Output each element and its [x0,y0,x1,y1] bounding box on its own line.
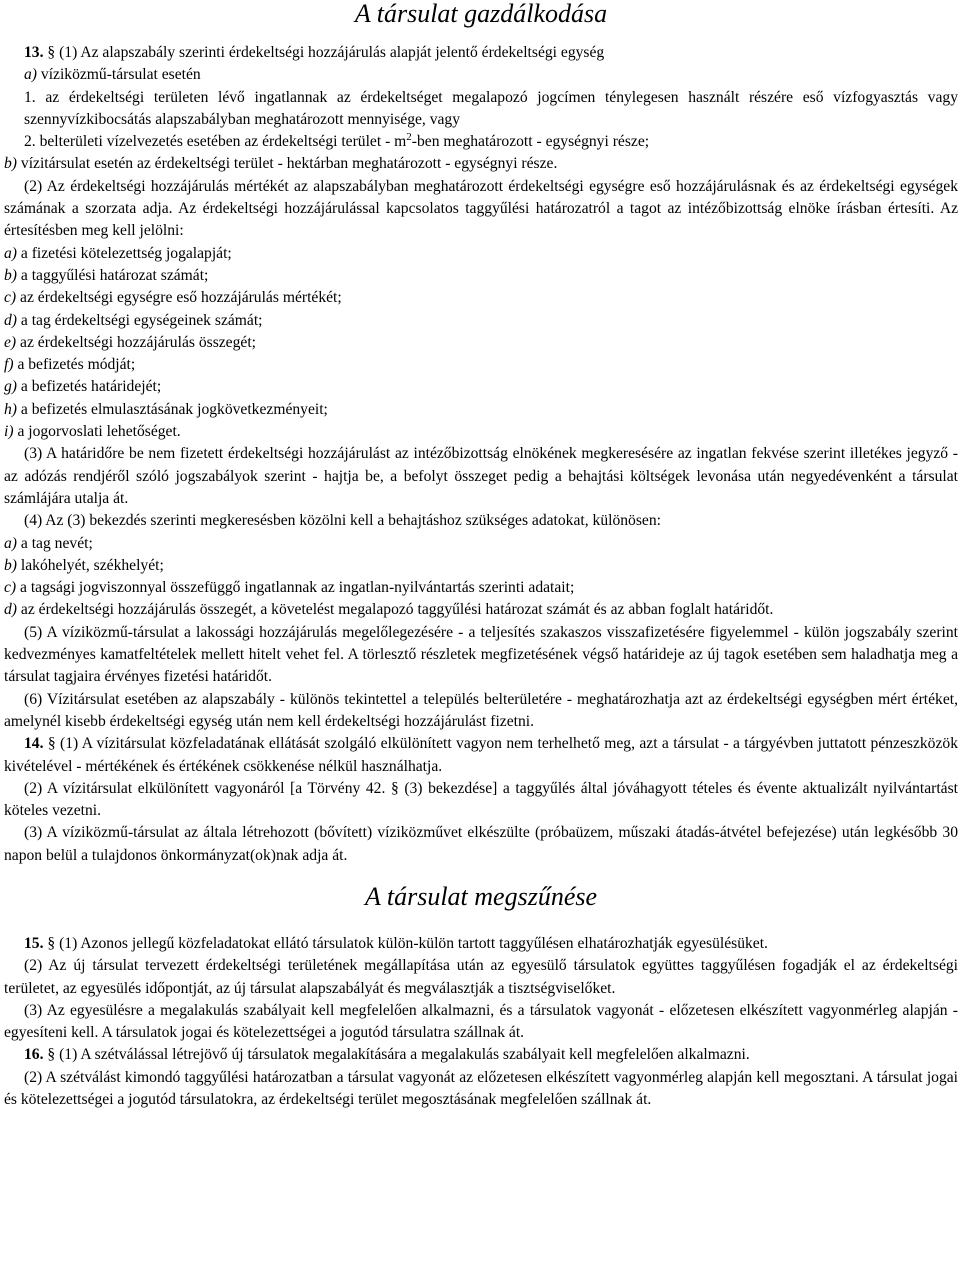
paragraph-14-3: (3) A víziközmű-társulat az általa létrehozott (bővített) víziközművet elkészülte (próbaüzem, műszaki átadás-átvétel befejezése) után legkésőbb 30 napon belül a tulajdonos önkormányzat(ok)nak adja át. [4,824,958,864]
list-item [4,354,958,376]
item-text: az érdekeltségi hozzájárulás összegét, a követelést megalapozó taggyűlési határozat számát és az abban foglalt határidőt. [20,601,774,619]
paragraph-14-1-text: § (1) A vízitársulat közfeladatának ellátását szolgáló elkülönített vagyon nem terhelhető meg, azt a társulat - a tárgyévben juttatott pénzeszközök kivételével - mértékének és értékének csökkenése nélkül használhatja. [4,735,958,775]
paragraph-15-2: (2) Az új társulat tervezett érdekeltségi területének megállapítása után az egyesülő társulatok együttes taggyűlésen fogadják el az érdekeltségi területet, az egyesülés időpontját, az új társulat alapszabályát és megválasztják a tisztségviselőket. [4,957,958,997]
paragraph-15-1-text: § (1) Azonos jellegű közfeladatokat ellátó társulatok külön-külön tartott taggyűlésen elhatározhatják egyesülésüket. [47,934,768,952]
item-letter: c) [4,289,17,307]
item-letter: d) [4,311,17,329]
paragraph-16-2: (2) A szétválást kimondó taggyűlési határozatban a társulat vagyonát az előzetesen elkészített vagyonmérleg alapján kell megosztani. A társulat jogai és kötelezettségei a jogutód társulatokra, az érdekeltségi terület megosztásának megfelelően szállnak át. [4,1068,958,1109]
item-letter: a) [4,244,17,262]
paragraph-13-4: (4) Az (3) bekezdés szerinti megkeresésben közölni kell a behajtáshoz szükséges adatokat, különösen: [24,512,661,530]
list-item [4,577,958,599]
paragraph-13-6: (6) Vízitársulat esetében az alapszabály - különös tekintettel a település belterületére - meghatározhatja azt az érdekeltségi egységben mért értéket, amelynél kisebb érdekeltségi egység után nem kell érdekeltségi hozzájárulást fizetni. [4,690,958,730]
item-letter: b) [4,155,17,173]
item-letter: d) [4,601,17,619]
list-item [4,332,958,354]
item-letter: h) [4,400,17,418]
paragraph-15-3: (3) Az egyesülésre a megalakulás szabályait kell megfelelően alkalmazni, és a társulatok vagyonát - előzetesen elkészített vagyonmérleg alapján - egyesíteni kell. A társulatok jogai és kötelezettségei a jogutód társulatra szállnak át. [4,1001,958,1042]
list-item-13-a-1: 1. az érdekeltségi területen lévő ingatlannak az érdekeltséget megalapozó jogcímen ténylegesen használt részére eső vízfogyasztás vagy szennyvízkibocsátás alapszabályban meghatározott mennyisége, vagy [24,88,958,128]
item-text-before: 2. belterületi vízelvezetés esetében az érdekeltségi terület - m [24,133,407,151]
item-letter: a) [4,534,17,552]
paragraph-13-3: (3) A határidőre be nem fizetett érdekeltségi hozzájárulást az intézőbizottság elnökének megkeresésére az ingatlan fekvése szerint illetékes jegyző - az adózás rendjéről szóló jogszabályok szerint - hajtja be, a befolyt összeget pedig a behajtási költségek levonása után negyedévenként a társulat számlájára utalja át. [4,445,958,507]
item-text-after: -ben meghatározott - egységnyi része; [411,133,650,151]
paragraph-14-2: (2) A vízitársulat elkülönített vagyonáról [a Törvény 42. § (3) bekezdése] a taggyűlés által jóváhagyott tételes és évente aktualizált nyilvántartást köteles vezetni. [4,779,958,820]
list-item [4,243,958,265]
item-text: a befizetés elmulasztásának jogkövetkezményeit; [20,400,328,418]
item-letter: i) [4,423,14,441]
paragraph-13-5: (5) A víziközmű-társulat a lakossági hozzájárulás megelőlegezésére - a teljesítés szakaszos visszafizetésére figyelemmel - külön jogszabály szerint kedvezményes kamatfeltételek mellett hitelt vehet fel. A törlesztő részletek megfizetésének végső határideje az új tagok esetében sem haladhatja meg a társulat tagjaira érvényes fizetési határidőt. [4,623,958,686]
item-text: vízitársulat esetén az érdekeltségi terület - hektárban meghatározott - egységnyi része. [20,155,558,173]
section-title-megszunes: A társulat megszűnése [364,881,598,911]
item-letter: f) [4,356,14,374]
item-letter: e) [4,333,17,351]
list-item [4,533,958,555]
list-item [4,555,958,577]
item-text: a fizetési kötelezettség jogalapját; [20,244,232,262]
paragraph-14-1 [4,733,958,778]
section-number-14: 14. [24,735,44,753]
list-item [4,265,958,287]
paragraph-13-1 [4,42,958,64]
item-text: a tagsági jogviszonnyal összefüggő ingatlannak az ingatlan-nyilvántartás szerinti adatait; [20,579,575,597]
list-item [4,399,958,421]
list-item [4,310,958,332]
list-item [4,376,958,398]
list-item-13-a [4,64,958,86]
item-text: a taggyűlési határozat számát; [20,266,209,284]
item-letter: a) [24,66,37,84]
item-text: az érdekeltségi egységre eső hozzájárulás mértékét; [20,289,342,307]
section-title-gazdalkodas: A társulat gazdálkodása [354,0,608,28]
item-text: lakóhelyét, székhelyét; [20,556,164,574]
item-text: a tag nevét; [20,534,93,552]
paragraph-13-2: (2) Az érdekeltségi hozzájárulás mértékét az alapszabályban meghatározott érdekeltségi egységre eső hozzájárulásnak és az érdekeltségi egységek számának a szorzata adja. Az érdekeltségi hozzájárulással kapcsolatos taggyűlési határozatról a tagot az intézőbizottság elnöke írásban értesíti. Az értesítésben meg kell jelölni: [4,177,958,240]
item-letter: b) [4,556,17,574]
list-item-13-b [4,153,958,175]
item-text: a befizetés határidejét; [20,378,162,396]
paragraph-16-1 [4,1044,958,1066]
item-text: az érdekeltségi hozzájárulás összegét; [20,333,256,351]
paragraph-15-1 [4,933,958,955]
item-letter: g) [4,378,17,396]
list-item [4,287,958,309]
item-letter: b) [4,266,17,284]
section-number-15: 15. [24,934,44,952]
item-text: a jogorvoslati lehetőséget. [17,423,181,441]
item-text: a tag érdekeltségi egységeinek számát; [20,311,263,329]
list-item [4,421,958,443]
paragraph-13-1-text: § (1) Az alapszabály szerinti érdekeltségi hozzájárulás alapját jelentő érdekeltségi egység [47,44,605,61]
section-number-16: 16. [24,1046,44,1064]
paragraph-16-1-text: § (1) A szétválással létrejövő új társulatok megalakítására a megalakulás szabályait kell megfelelően alkalmazni. [47,1046,750,1064]
item-text: víziközmű-társulat esetén [40,66,201,84]
section-number-13: 13. [24,44,44,61]
list-item [4,599,958,621]
item-letter: c) [4,579,17,597]
item-text: a befizetés módját; [17,356,136,374]
superscript: 2 [406,131,412,143]
document-content [4,0,958,1111]
list-item-13-a-2 [4,131,958,153]
